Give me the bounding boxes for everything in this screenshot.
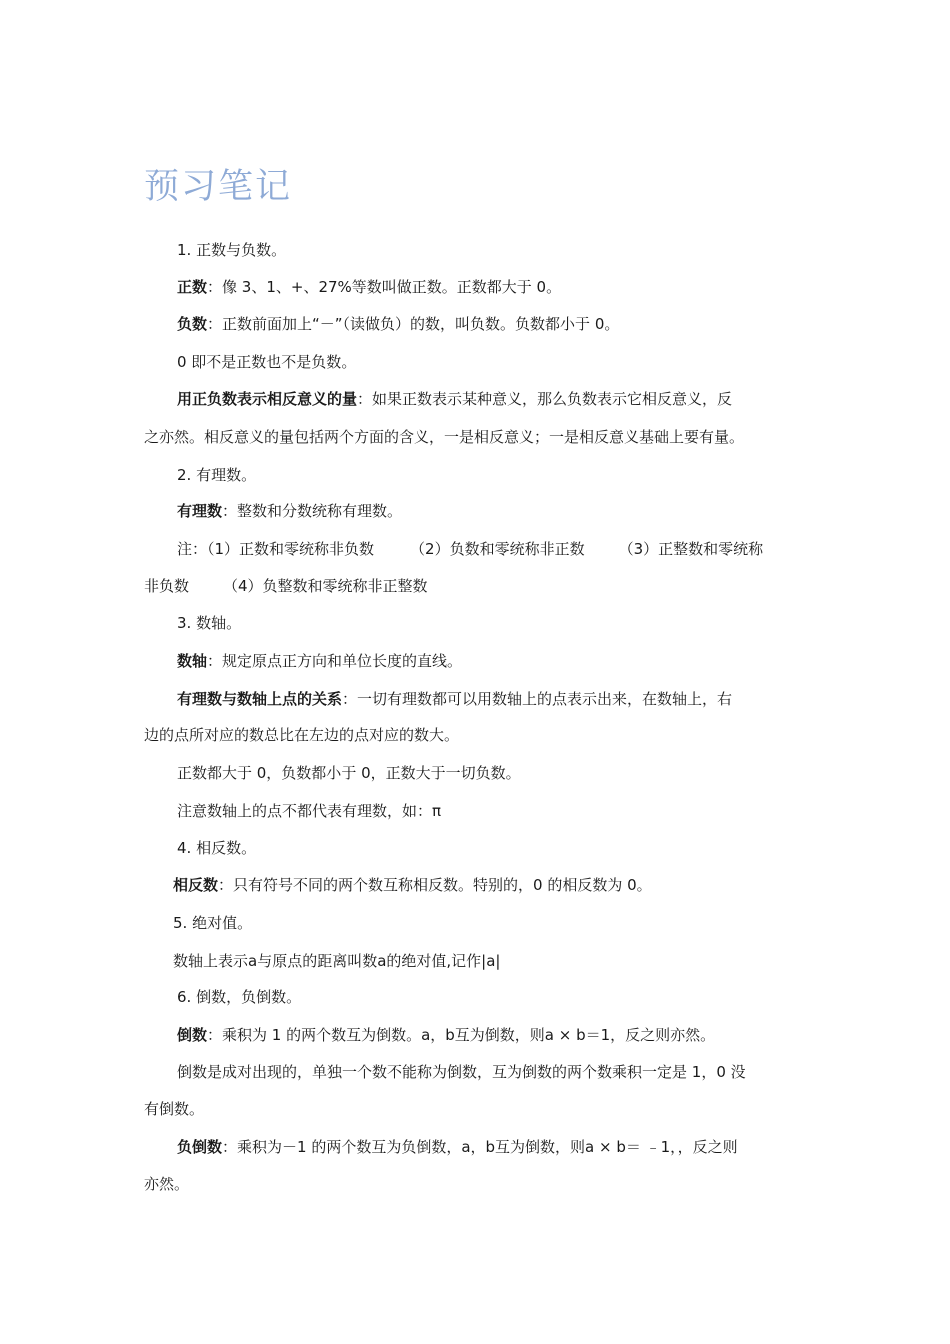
reciprocal-note-continued: 有倒数。 <box>144 1100 205 1118</box>
opposite-number-definition <box>173 874 652 896</box>
axis-relation-definition <box>177 688 732 710</box>
reciprocal-definition <box>177 1024 715 1046</box>
definition-text: ：如果正数表示某种意义，那么负数表示它相反意义，反 <box>357 390 733 408</box>
term-opposite-number: 相反数 <box>173 876 219 894</box>
pi-note: 注意数轴上的点不都代表有理数，如：π <box>177 802 442 820</box>
definition-text: ：整数和分数统称有理数。 <box>222 502 403 520</box>
section-1-heading: 1. 正数与负数。 <box>177 241 287 259</box>
note-item-3-end: 非负数 <box>144 577 190 595</box>
definition-text: ：规定原点正方向和单位长度的直线。 <box>207 652 463 670</box>
term-positive: 正数 <box>177 278 208 296</box>
comparison-note: 正数都大于 0，负数都小于 0，正数大于一切负数。 <box>177 764 521 782</box>
absolute-value-definition: 数轴上表示a与原点的距离叫数a的绝对值,记作|a| <box>173 952 501 970</box>
term-axis-relation: 有理数与数轴上点的关系 <box>177 690 343 708</box>
definition-text: ：乘积为－1 的两个数互为负倒数，a，b互为倒数，则a × b＝ ﹣1，，反之则 <box>222 1138 738 1156</box>
zero-note: 0 即不是正数也不是负数。 <box>177 353 357 371</box>
negative-reciprocal-definition <box>177 1136 738 1158</box>
definition-text: ：正数前面加上“－”（读做负）的数，叫负数。负数都小于 0。 <box>207 315 620 333</box>
opposite-quantity-definition <box>177 388 732 410</box>
term-reciprocal: 倒数 <box>177 1026 208 1044</box>
negative-number-definition <box>177 313 619 335</box>
positive-number-definition <box>177 276 561 298</box>
definition-text: ：一切有理数都可以用数轴上的点表示出来，在数轴上，右 <box>342 690 733 708</box>
number-axis-definition <box>177 650 462 672</box>
section-2-heading: 2. 有理数。 <box>177 466 257 484</box>
section-5-heading: 5. 绝对值。 <box>173 914 253 932</box>
negative-reciprocal-continued: 亦然。 <box>144 1175 190 1193</box>
note-item-4: （4）负整数和零统称非正整数 <box>223 577 428 595</box>
term-negative-reciprocal: 负倒数 <box>177 1138 223 1156</box>
rational-number-definition <box>177 500 402 522</box>
note-line-continued <box>144 575 428 597</box>
section-4-heading: 4. 相反数。 <box>177 839 257 857</box>
term-number-axis: 数轴 <box>177 652 208 670</box>
note-item-1: 注：（1）正数和零统称非负数 <box>177 540 375 558</box>
definition-text: ：只有符号不同的两个数互称相反数。特别的，0 的相反数为 0。 <box>218 876 652 894</box>
note-item-2: （2）负数和零统称非正数 <box>410 540 585 558</box>
note-item-3: （3）正整数和零统称 <box>618 540 764 558</box>
definition-text: ：像 3、1、+、27%等数叫做正数。正数都大于 0。 <box>207 278 562 296</box>
opposite-quantity-continued: 之亦然。相反意义的量包括两个方面的含义，一是相反意义；一是相反意义基础上要有量。 <box>144 428 745 446</box>
definition-text: ：乘积为 1 的两个数互为倒数。a，b互为倒数，则a × b＝1，反之则亦然。 <box>207 1026 716 1044</box>
note-line <box>177 538 763 560</box>
term-rational: 有理数 <box>177 502 223 520</box>
page-title: 预习笔记 <box>144 167 293 207</box>
section-6-heading: 6. 倒数，负倒数。 <box>177 988 302 1006</box>
section-3-heading: 3. 数轴。 <box>177 614 242 632</box>
reciprocal-note: 倒数是成对出现的，单独一个数不能称为倒数，互为倒数的两个数乘积一定是 1，0 没 <box>177 1063 746 1081</box>
axis-relation-continued: 边的点所对应的数总比在左边的点对应的数大。 <box>144 726 460 744</box>
term-opposite-quantity: 用正负数表示相反意义的量 <box>177 390 358 408</box>
term-negative: 负数 <box>177 315 208 333</box>
